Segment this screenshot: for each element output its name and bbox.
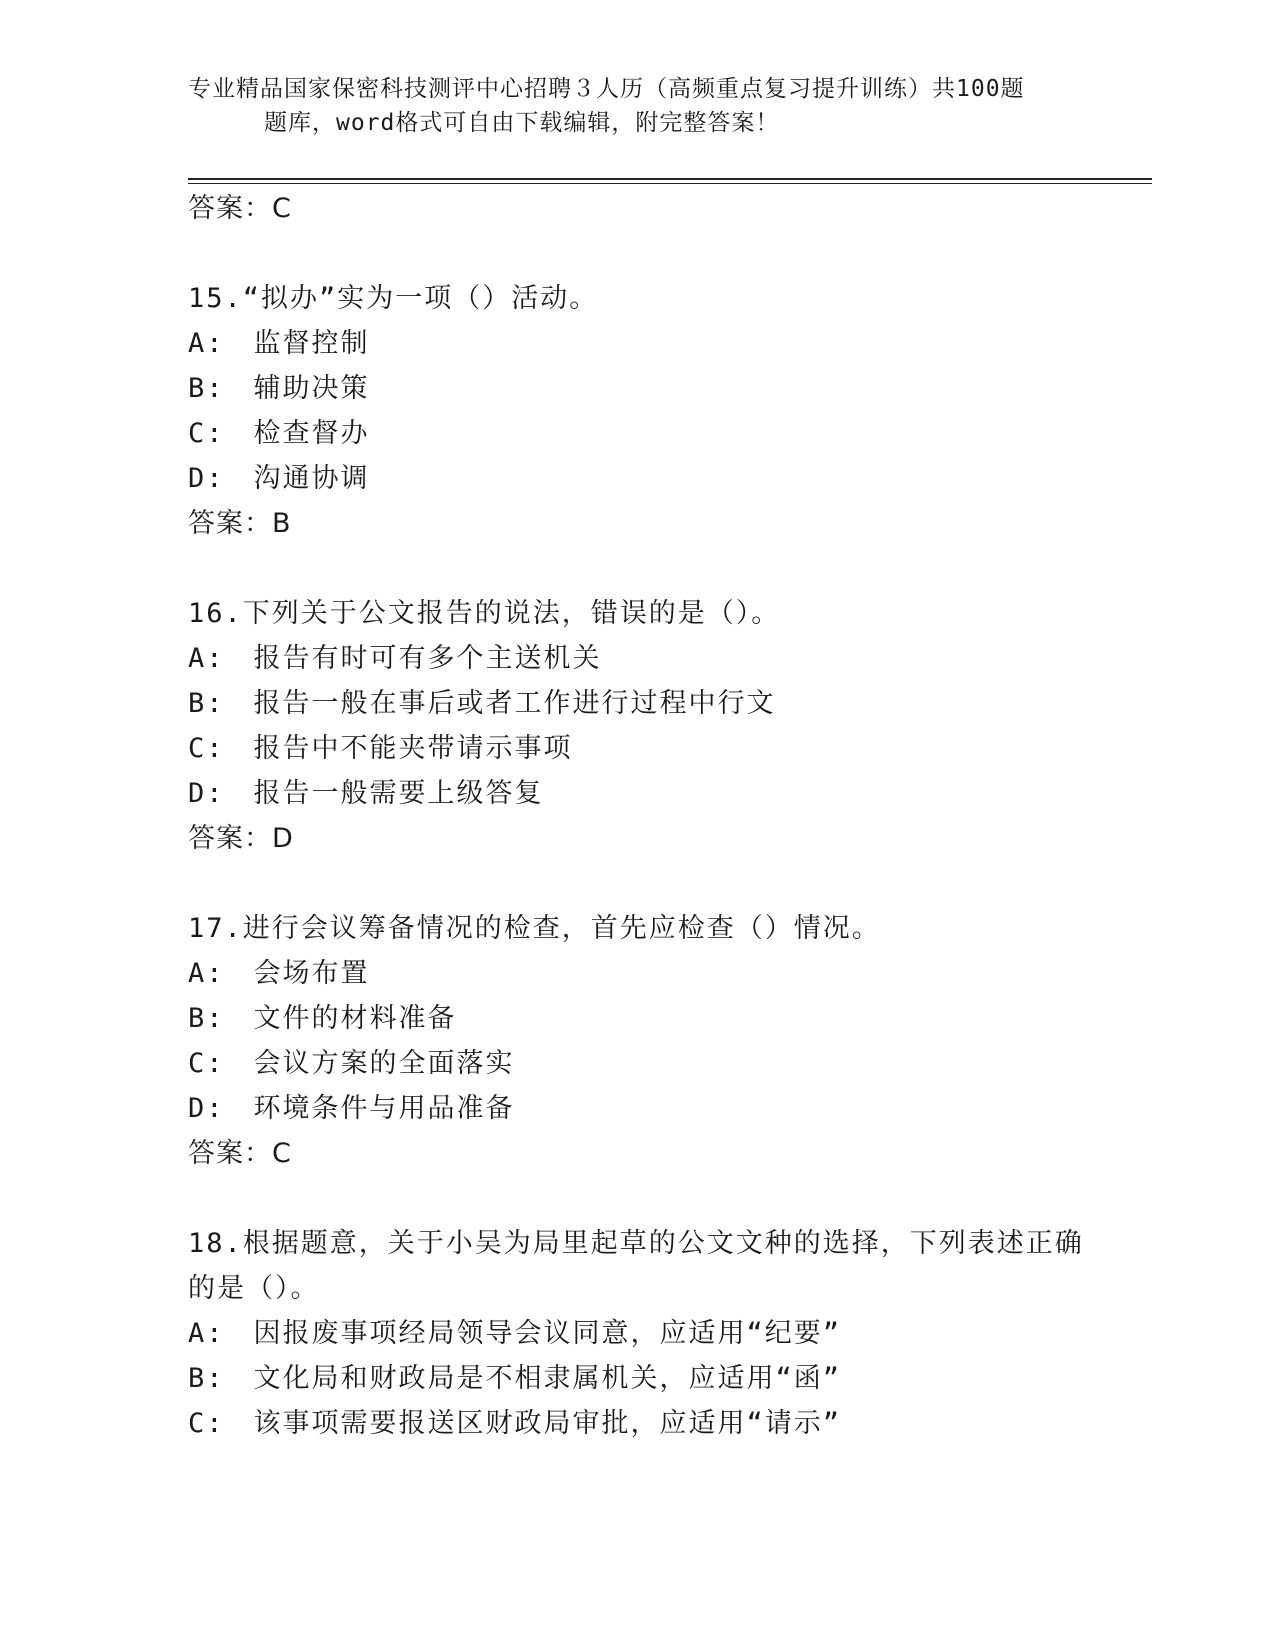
header-title-line1: 专业精品国家保密科技测评中心招聘３人历（高频重点复习提升训练）共100题	[188, 76, 1025, 102]
option-b: B: 文化局和财政局是不相隶属机关，应适用“函”	[188, 1363, 842, 1394]
question-list	[188, 186, 1088, 1446]
answer-text: 答案：B	[188, 508, 292, 539]
answer-text: 答案：D	[188, 823, 294, 854]
question-stem: 16.下列关于公文报告的说法，错误的是（）。	[188, 598, 781, 629]
answer-text: 答案：C	[188, 193, 292, 224]
header-title-line2: 题库，word格式可自由下载编辑，附完整答案！	[264, 110, 780, 136]
option-d: D: 环境条件与用品准备	[188, 1093, 515, 1124]
option-a: A: 会场布置	[188, 958, 370, 989]
option-b: B: 文件的材料准备	[188, 1003, 457, 1034]
option-b: B: 辅助决策	[188, 373, 370, 404]
header-divider-thick	[188, 178, 1152, 180]
option-c: C: 检查督办	[188, 418, 370, 449]
option-a: A: 因报废事项经局领导会议同意，应适用“纪要”	[188, 1318, 842, 1349]
question-stem: 17.进行会议筹备情况的检查，首先应检查（）情况。	[188, 913, 881, 944]
option-c: C: 该事项需要报送区财政局审批，应适用“请示”	[188, 1408, 842, 1439]
option-a: A: 监督控制	[188, 328, 370, 359]
question-stem-line2: 的是（）。	[188, 1273, 320, 1304]
option-b: B: 报告一般在事后或者工作进行过程中行文	[188, 688, 776, 719]
option-d: D: 报告一般需要上级答复	[188, 778, 544, 809]
option-c: C: 报告中不能夹带请示事项	[188, 733, 573, 764]
question-stem: 15.“拟办”实为一项（）活动。	[188, 283, 599, 314]
question-stem-line1: 18.根据题意，关于小吴为局里起草的公文文种的选择，下列表述正确	[188, 1228, 1084, 1259]
answer-text: 答案：C	[188, 1138, 292, 1169]
option-a: A: 报告有时可有多个主送机关	[188, 643, 602, 674]
header-divider-thin	[188, 183, 1152, 184]
option-c: C: 会议方案的全面落实	[188, 1048, 515, 1079]
option-d: D: 沟通协调	[188, 463, 370, 494]
document-header	[188, 72, 1068, 140]
